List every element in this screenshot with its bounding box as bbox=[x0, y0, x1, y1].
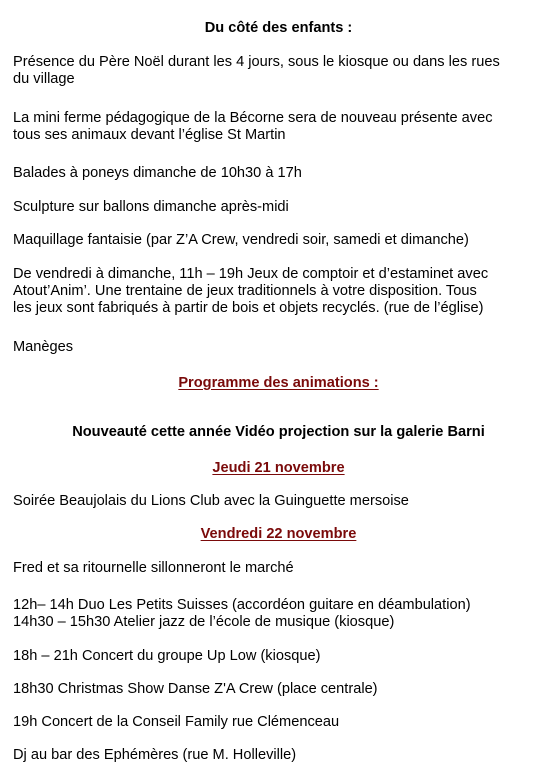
kids-item-games-line3: les jeux sont fabriqués à partir de bois et objets recyclés. (rue de l’église) bbox=[13, 300, 484, 316]
friday-item-jazz: 14h30 – 15h30 Atelier jazz de l’école de musique (kiosque) bbox=[13, 614, 395, 630]
day-heading-thursday: Jeudi 21 novembre bbox=[212, 460, 345, 476]
kids-item-ponies: Balades à poneys dimanche de 10h30 à 17h bbox=[13, 165, 302, 181]
kids-section-title: Du côté des enfants : bbox=[204, 20, 353, 36]
friday-item-conseil-family: 19h Concert de la Conseil Family rue Clémenceau bbox=[13, 714, 340, 730]
thursday-item: Soirée Beaujolais du Lions Club avec la Guinguette mersoise bbox=[13, 493, 409, 509]
kids-item-balloons: Sculpture sur ballons dimanche après-midi bbox=[13, 199, 289, 215]
friday-item-dj: Dj au bar des Ephémères (rue M. Holleville) bbox=[13, 747, 297, 763]
friday-item-uplow: 18h – 21h Concert du groupe Up Low (kiosque) bbox=[13, 648, 321, 664]
friday-item-ritournelle: Fred et sa ritournelle sillonneront le marché bbox=[13, 560, 294, 576]
kids-item-games-line2: Atout’Anim’. Une trentaine de jeux traditionnels à votre disposition. Tous bbox=[13, 283, 477, 299]
program-title: Programme des animations : bbox=[178, 375, 379, 391]
kids-item-makeup: Maquillage fantaisie (par Z’A Crew, vendredi soir, samedi et dimanche) bbox=[13, 232, 469, 248]
kids-item-rides: Manèges bbox=[13, 339, 74, 355]
friday-item-christmas-show: 18h30 Christmas Show Danse Z'A Crew (place centrale) bbox=[13, 681, 378, 697]
kids-item-santa-line1: Présence du Père Noël durant les 4 jours, sous le kiosque ou dans les rues bbox=[13, 54, 500, 70]
kids-item-santa-line2: du village bbox=[13, 71, 75, 87]
friday-item-duo: 12h– 14h Duo Les Petits Suisses (accordéon guitare en déambulation) bbox=[13, 597, 471, 613]
kids-item-farm-line1: La mini ferme pédagogique de la Bécorne sera de nouveau présente avec bbox=[13, 110, 493, 126]
kids-item-farm-line2: tous ses animaux devant l’église St Martin bbox=[13, 127, 286, 143]
kids-item-games-line1: De vendredi à dimanche, 11h – 19h Jeux de comptoir et d’estaminet avec bbox=[13, 266, 489, 282]
day-heading-friday: Vendredi 22 novembre bbox=[200, 526, 357, 542]
program-novelty: Nouveauté cette année Vidéo projection sur la galerie Barni bbox=[72, 424, 485, 440]
